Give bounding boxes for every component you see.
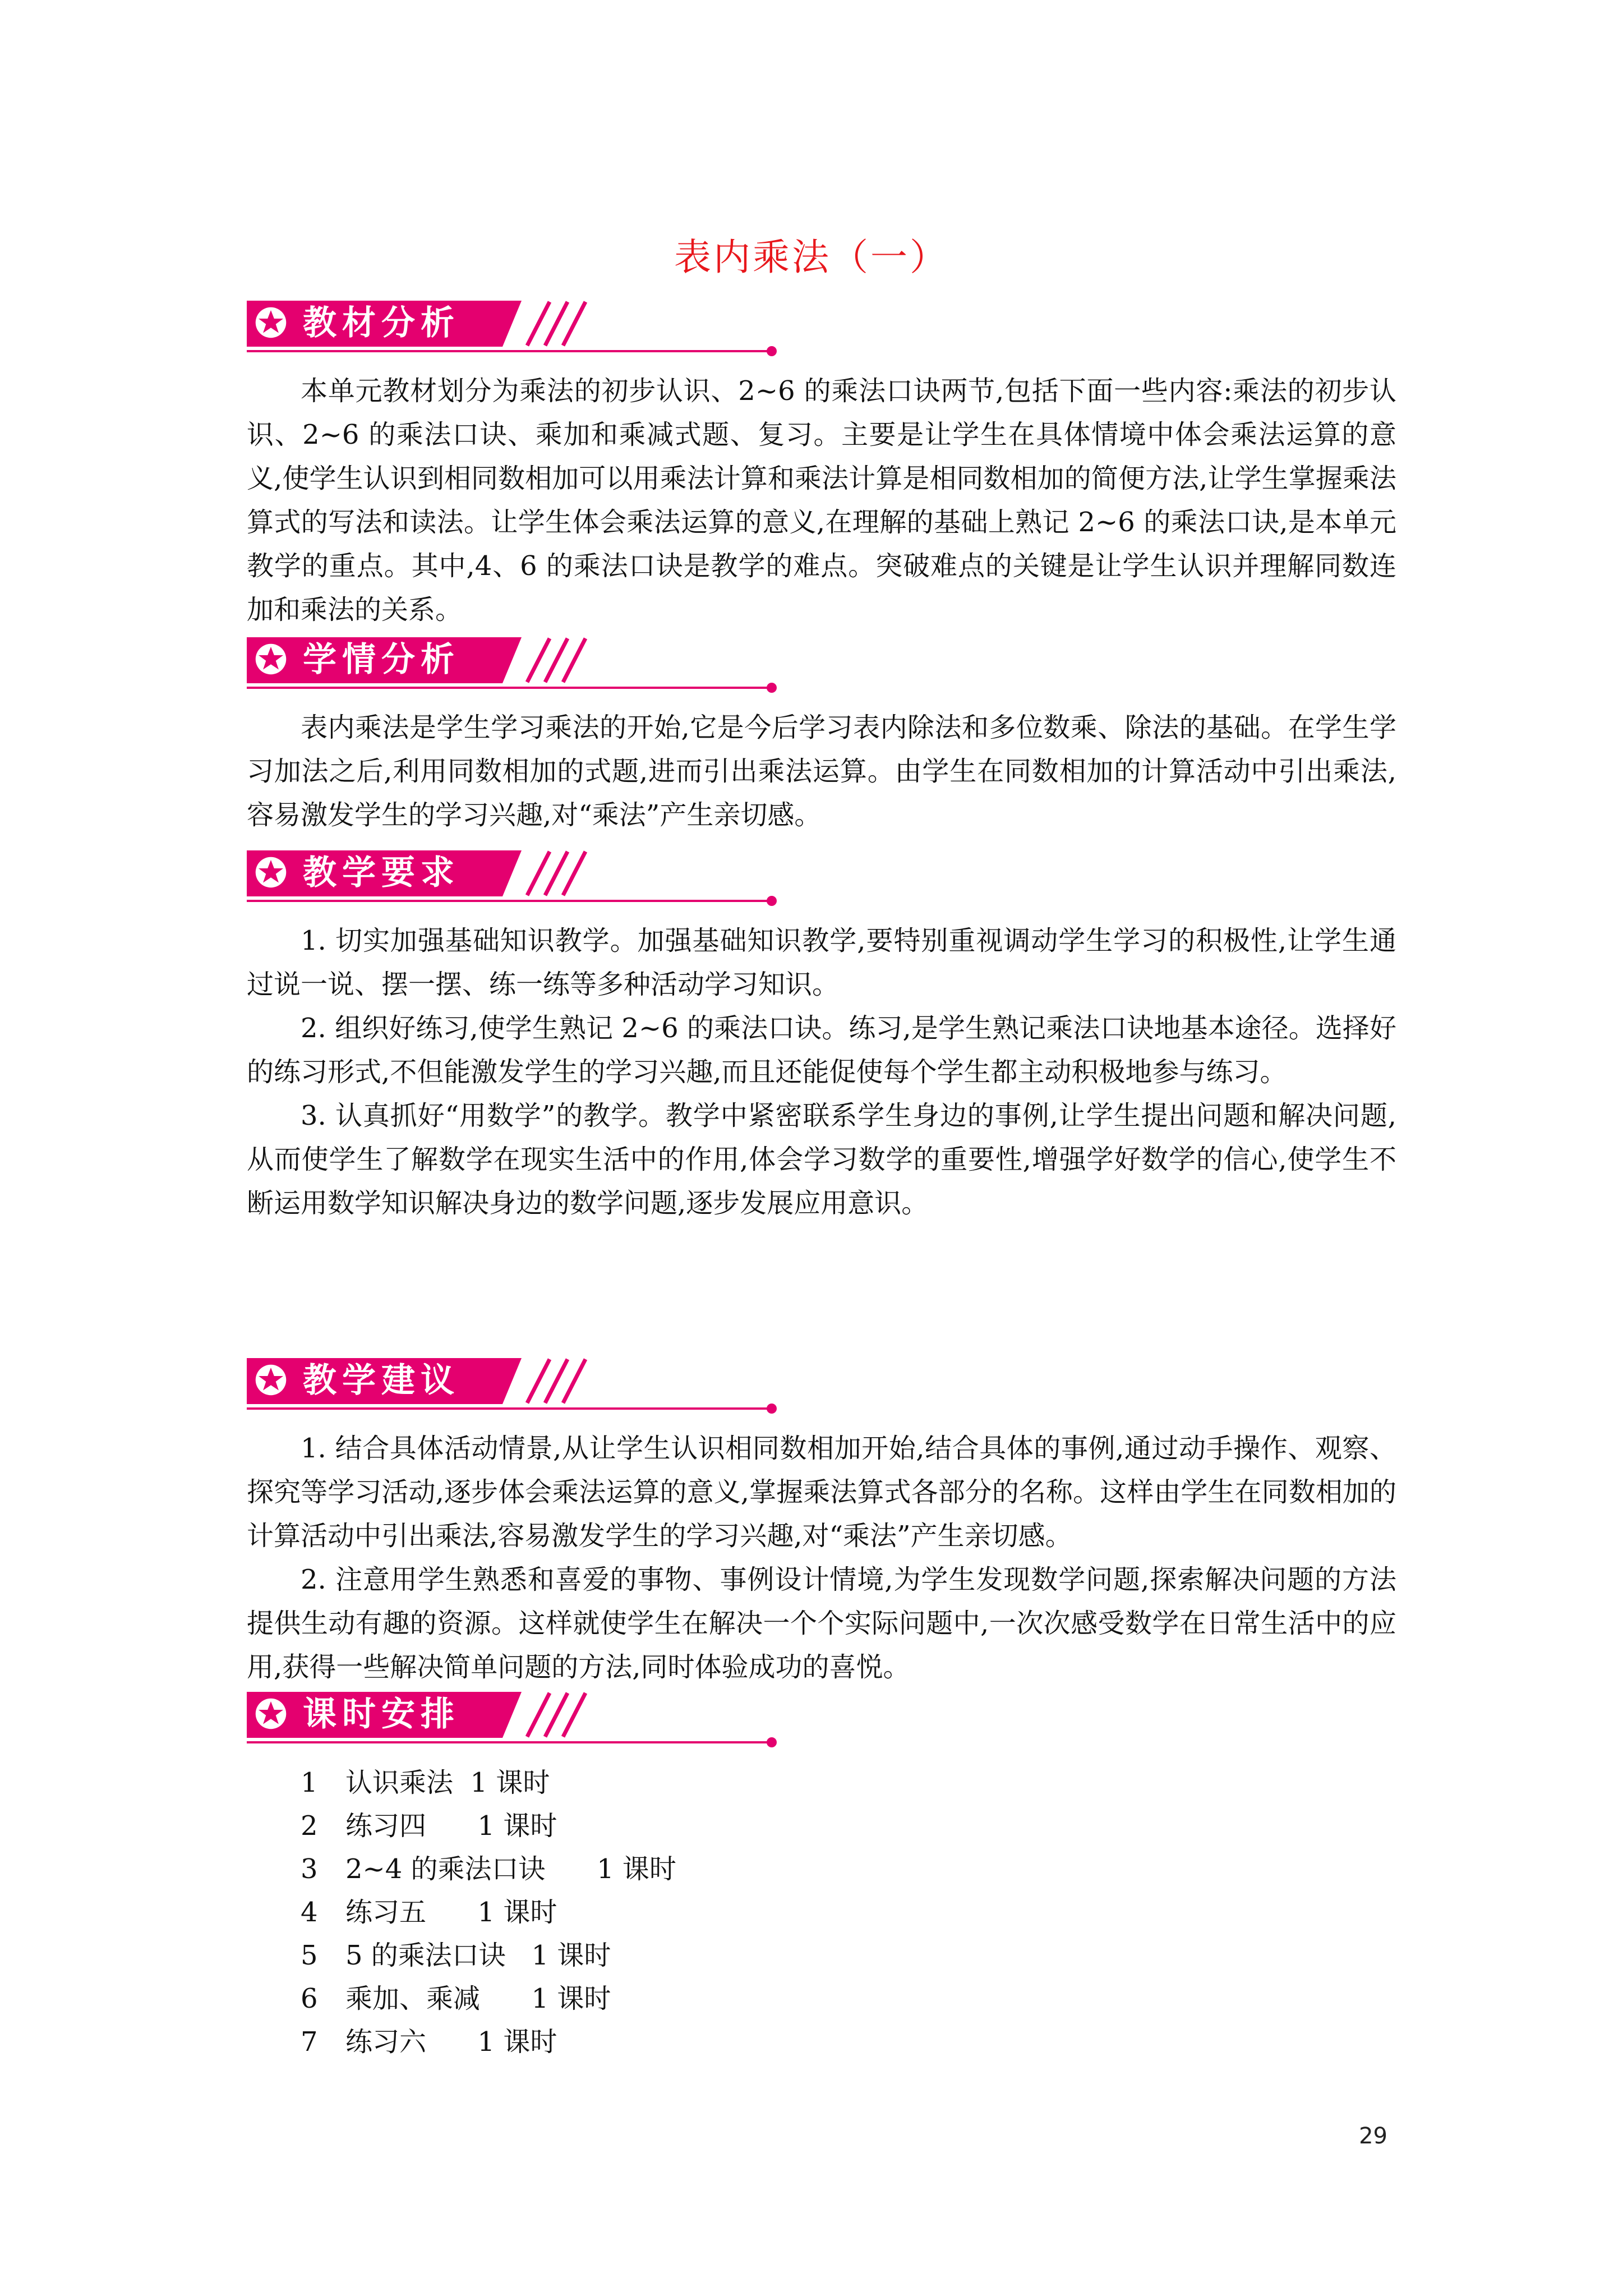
header-end-dot: [767, 683, 777, 693]
header-slash-3: [563, 852, 585, 895]
schedule-list: [247, 1761, 1396, 2064]
paragraph: 2. 组织好练习,使学生熟记 2~6 的乘法口诀。练习,是学生熟记乘法口诀地基本途径。选择好的练习形式,不但能激发学生的学习兴趣,而且还能促使每个学生都主动积极地参与练习。: [247, 1013, 1396, 1088]
paragraph: 本单元教材划分为乘法的初步认识、2~6 的乘法口诀两节,包括下面一些内容:乘法的初步认识、2~6 的乘法口诀、乘加和乘减式题、复习。主要是让学生在具体情境中体会乘法运算的意义,使学生认识到相同数相加可以用乘法计算和乘法计算是相同数相加的简便方法,让学生掌握乘法算式的写法和读法。让学生体会乘法运算的意义,在理解的基础上熟记 2~6 的乘法口诀,是本单元教学的重点。其中,4、6 的乘法口诀是教学的难点。突破难点的关键是让学生认识并理解同数连加和乘法的关系。: [247, 375, 1396, 625]
section-title: 课时安排: [303, 1695, 460, 1734]
star-icon: [255, 856, 287, 889]
header-slash-3: [563, 638, 585, 682]
header-slash-1: [527, 1359, 550, 1403]
header-slash-2: [545, 1359, 568, 1403]
star-icon: [255, 1697, 287, 1730]
list-item-number: 2: [301, 1810, 318, 1842]
section-suggestions: [247, 1355, 1396, 1689]
list-item-text: 练习五 1 课时: [345, 1897, 557, 1928]
list-item-number: 7: [301, 2026, 318, 2058]
paragraph: 表内乘法是学生学习乘法的开始,它是今后学习表内除法和多位数乘、除法的基础。在学生学习加法之后,利用同数相加的式题,进而引出乘法运算。由学生在同数相加的计算活动中引出乘法,容易激发学生的学习兴趣,对“乘法”产生亲切感。: [247, 712, 1396, 831]
section-body: [247, 706, 1396, 837]
header-slash-1: [527, 302, 550, 346]
list-item: [247, 1848, 1396, 1891]
section-header: [247, 634, 785, 696]
list-item: [247, 1761, 1396, 1805]
list-item-text: 5 的乘法口诀 1 课时: [345, 1940, 611, 1971]
list-item-text: 认识乘法 1 课时: [345, 1767, 550, 1798]
list-item-number: 1: [301, 1767, 318, 1798]
list-item: [247, 1805, 1396, 1848]
paragraph: 1. 结合具体活动情景,从让学生认识相同数相加开始,结合具体的事例,通过动手操作、观察、探究等学习活动,逐步体会乘法运算的意义,掌握乘法算式各部分的名称。这样由学生在同数相加的计算活动中引出乘法,容易激发学生的学习兴趣,对“乘法”产生亲切感。: [247, 1433, 1396, 1552]
section-body: [247, 1761, 1396, 2064]
header-slash-2: [545, 638, 568, 682]
header-slash-3: [563, 302, 585, 346]
list-item: [247, 2021, 1396, 2064]
header-end-dot: [767, 1737, 777, 1747]
star-icon: [255, 306, 287, 339]
header-slash-1: [527, 638, 550, 682]
list-item: [247, 1891, 1396, 1934]
section-title: 学情分析: [303, 640, 460, 679]
list-item-number: 6: [301, 1983, 318, 2014]
list-item: [247, 1977, 1396, 2021]
list-item-number: 5: [301, 1940, 318, 1971]
list-item-number: 4: [301, 1897, 318, 1928]
header-slash-2: [545, 1693, 568, 1737]
list-item: [247, 1934, 1396, 1977]
section-header: [247, 297, 785, 359]
section-header: [247, 1688, 785, 1750]
section-body: [247, 369, 1396, 632]
section-header: [247, 1355, 785, 1416]
section-title: 教材分析: [303, 303, 460, 343]
section-header: [247, 847, 785, 909]
page-title: 表内乘法（一）: [674, 236, 949, 279]
page-number: 29: [1359, 2123, 1387, 2149]
header-end-dot: [767, 346, 777, 356]
list-item-text: 练习四 1 课时: [345, 1810, 557, 1842]
star-icon: [255, 643, 287, 675]
paragraph: 2. 注意用学生熟悉和喜爱的事物、事例设计情境,为学生发现数学问题,探索解决问题的方法提供生动有趣的资源。这样就使学生在解决一个个实际问题中,一次次感受数学在日常生活中的应用,获得一些解决简单问题的方法,同时体验成功的喜悦。: [247, 1564, 1396, 1683]
header-slash-1: [527, 1693, 550, 1737]
section-students: [247, 634, 1396, 837]
section-title: 教学要求: [303, 853, 460, 892]
header-end-dot: [767, 896, 777, 906]
list-item-number: 3: [301, 1853, 318, 1885]
header-slash-1: [527, 852, 550, 895]
section-body: [247, 1427, 1396, 1689]
header-slash-3: [563, 1693, 585, 1737]
section-schedule: [247, 1688, 1396, 2064]
section-material: [247, 297, 1396, 632]
header-slash-2: [545, 302, 568, 346]
paragraph: 1. 切实加强基础知识教学。加强基础知识教学,要特别重视调动学生学习的积极性,让学生通过说一说、摆一摆、练一练等多种活动学习知识。: [247, 925, 1396, 1000]
paragraph: 3. 认真抓好“用数学”的教学。教学中紧密联系学生身边的事例,让学生提出问题和解决问题,从而使学生了解数学在现实生活中的作用,体会学习数学的重要性,增强学好数学的信心,使学生不断运用数学知识解决身边的数学问题,逐步发展应用意识。: [247, 1100, 1396, 1219]
list-item-text: 练习六 1 课时: [345, 2026, 557, 2058]
list-item-text: 乘加、乘减 1 课时: [345, 1983, 611, 2014]
star-icon: [255, 1364, 287, 1396]
header-slash-2: [545, 852, 568, 895]
section-requirements: [247, 847, 1396, 1225]
header-end-dot: [767, 1404, 777, 1414]
section-body: [247, 919, 1396, 1225]
list-item-text: 2~4 的乘法口诀 1 课时: [345, 1853, 676, 1885]
section-title: 教学建议: [303, 1361, 460, 1400]
header-slash-3: [563, 1359, 585, 1403]
